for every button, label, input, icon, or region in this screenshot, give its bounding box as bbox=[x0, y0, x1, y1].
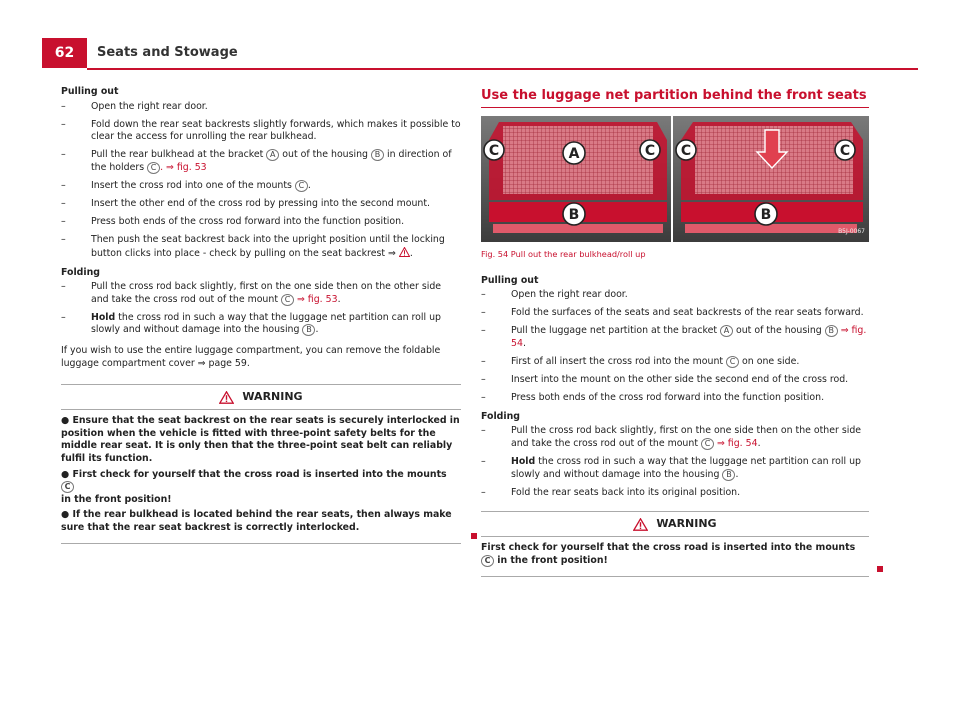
step: – Open the right rear door. bbox=[481, 289, 869, 302]
folding-heading: Folding bbox=[481, 410, 520, 422]
step: – Open the right rear door. bbox=[61, 101, 461, 114]
cover-paragraph: If you wish to use the entire luggage compartment, you can remove the foldable luggage compartment cover ⇒ page 59. bbox=[61, 345, 441, 369]
warning-item: ● First check for yourself that the cross road is inserted into the mounts C in the front position! bbox=[61, 468, 447, 505]
warning-item: First check for yourself that the cross road is inserted into the mounts C in the front position! bbox=[481, 542, 856, 566]
marker-c: C bbox=[295, 180, 308, 192]
marker-b: B bbox=[371, 149, 384, 161]
page-header bbox=[0, 38, 960, 71]
step: – Hold the cross rod in such a way that the luggage net partition can roll up slowly and without damage into the housing B . bbox=[61, 312, 461, 337]
marker-c: C bbox=[281, 294, 294, 306]
step: – Pull the luggage net partition at the bracket A out of the housing B ⇒ fig. 54. bbox=[481, 325, 869, 350]
marker-c: C bbox=[726, 356, 739, 368]
warning-title: WARNING bbox=[656, 517, 717, 531]
page-number: 62 bbox=[42, 38, 87, 68]
step: – Hold the cross rod in such a way that the luggage net partition can roll up slowly and without damage into the housing B . bbox=[481, 456, 869, 481]
step: – Pull the cross rod back slightly, first on the one side then on the other side and take the cross rod out of the mount C ⇒ fig. 53. bbox=[61, 281, 461, 306]
fig-reference-link[interactable]: . ⇒ fig. 53 bbox=[160, 161, 207, 173]
warning-body bbox=[61, 410, 461, 542]
step: – Insert into the mount on the other side the second end of the cross rod. bbox=[481, 374, 869, 387]
step: – First of all insert the cross rod into the mount C on one side. bbox=[481, 356, 869, 369]
left-column bbox=[61, 86, 461, 544]
marker-c: C bbox=[481, 555, 494, 567]
fig-reference-link[interactable]: ⇒ fig. 53 bbox=[296, 293, 338, 305]
folding-steps bbox=[61, 281, 461, 337]
step: – Pull the rear bulkhead at the bracket A out of the housing B in direction of the holders C . ⇒ fig. 53 bbox=[61, 149, 461, 174]
figure-label: C bbox=[680, 143, 692, 159]
section-rule bbox=[481, 107, 869, 108]
figure-54 bbox=[481, 116, 869, 242]
warning-box bbox=[61, 384, 461, 543]
marker-c: C bbox=[701, 438, 714, 450]
header-rule bbox=[87, 68, 918, 70]
folding-heading: Folding bbox=[61, 266, 100, 278]
warning-item: ● Ensure that the seat backrest on the rear seats is securely interlocked in position when the vehicle is fitted with three-point safety belts for the middle rear seat. It is only then that the three-point seat belt can reliably fulfil its function. bbox=[61, 415, 460, 464]
step: – Press both ends of the cross rod forward into the function position. bbox=[61, 216, 461, 229]
warning-title: WARNING bbox=[242, 389, 303, 403]
step: – Then push the seat backrest back into the upright position until the locking button clicks into place - check by pulling on the seat backrest ⇒ . bbox=[61, 234, 461, 260]
warning-item: ● If the rear bulkhead is located behind the rear seats, then always make sure that the rear seat backrest is correctly interlocked. bbox=[61, 509, 452, 533]
warning-triangle-icon bbox=[219, 391, 234, 404]
marker-b: B bbox=[302, 324, 315, 336]
section-end-mark bbox=[877, 566, 883, 572]
figure-label: C bbox=[488, 143, 500, 159]
warning-triangle-icon bbox=[399, 247, 410, 257]
marker-b: B bbox=[825, 325, 838, 337]
section-heading: Use the luggage net partition behind the front seats bbox=[481, 88, 867, 103]
figure-54-illustration bbox=[481, 116, 869, 242]
section-end-mark bbox=[471, 533, 477, 539]
marker-c: C bbox=[147, 162, 160, 174]
pulling-out-steps bbox=[481, 289, 869, 405]
folding-steps bbox=[481, 425, 869, 499]
right-column bbox=[481, 86, 869, 577]
warning-triangle-icon bbox=[633, 518, 648, 531]
figure-label: C bbox=[839, 143, 851, 159]
step: – Press both ends of the cross rod forward into the function position. bbox=[481, 392, 869, 405]
figure-label: B bbox=[568, 207, 580, 223]
step: – Fold down the rear seat backrests slightly forwards, which makes it possible to clear the access for unrolling the rear bulkhead. bbox=[61, 119, 461, 144]
section-title: Seats and Stowage bbox=[97, 45, 238, 60]
pulling-out-heading: Pulling out bbox=[61, 86, 119, 97]
pulling-out-heading: Pulling out bbox=[481, 274, 539, 286]
step: – Fold the rear seats back into its original position. bbox=[481, 487, 869, 500]
figure-label: A bbox=[568, 146, 580, 162]
warning-header bbox=[61, 385, 461, 410]
step: – Insert the other end of the cross rod by pressing into the second mount. bbox=[61, 198, 461, 211]
warning-body bbox=[481, 537, 869, 575]
fig-reference-link[interactable]: ⇒ fig. 54 bbox=[511, 325, 867, 349]
step: – Pull the cross rod back slightly, first on the one side then on the other side and take the cross rod out of the mount C ⇒ fig. 54. bbox=[481, 425, 869, 450]
warning-box bbox=[481, 511, 869, 576]
step: – Fold the surfaces of the seats and seat backrests of the rear seats forward. bbox=[481, 307, 869, 320]
fig-reference-link[interactable]: ⇒ fig. 54 bbox=[716, 438, 758, 450]
figure-label: C bbox=[644, 143, 656, 159]
marker-a: A bbox=[266, 149, 279, 161]
marker-c: C bbox=[61, 481, 74, 493]
pulling-out-steps bbox=[61, 101, 461, 261]
figure-label: B bbox=[760, 207, 772, 223]
step: – Insert the cross rod into one of the mounts C . bbox=[61, 180, 461, 193]
marker-a: A bbox=[720, 325, 733, 337]
figure-caption: Fig. 54 Pull out the rear bulkhead/roll up bbox=[481, 249, 646, 259]
marker-b: B bbox=[722, 469, 735, 481]
figure-code: B5J-0067 bbox=[838, 228, 865, 236]
warning-header bbox=[481, 512, 869, 537]
